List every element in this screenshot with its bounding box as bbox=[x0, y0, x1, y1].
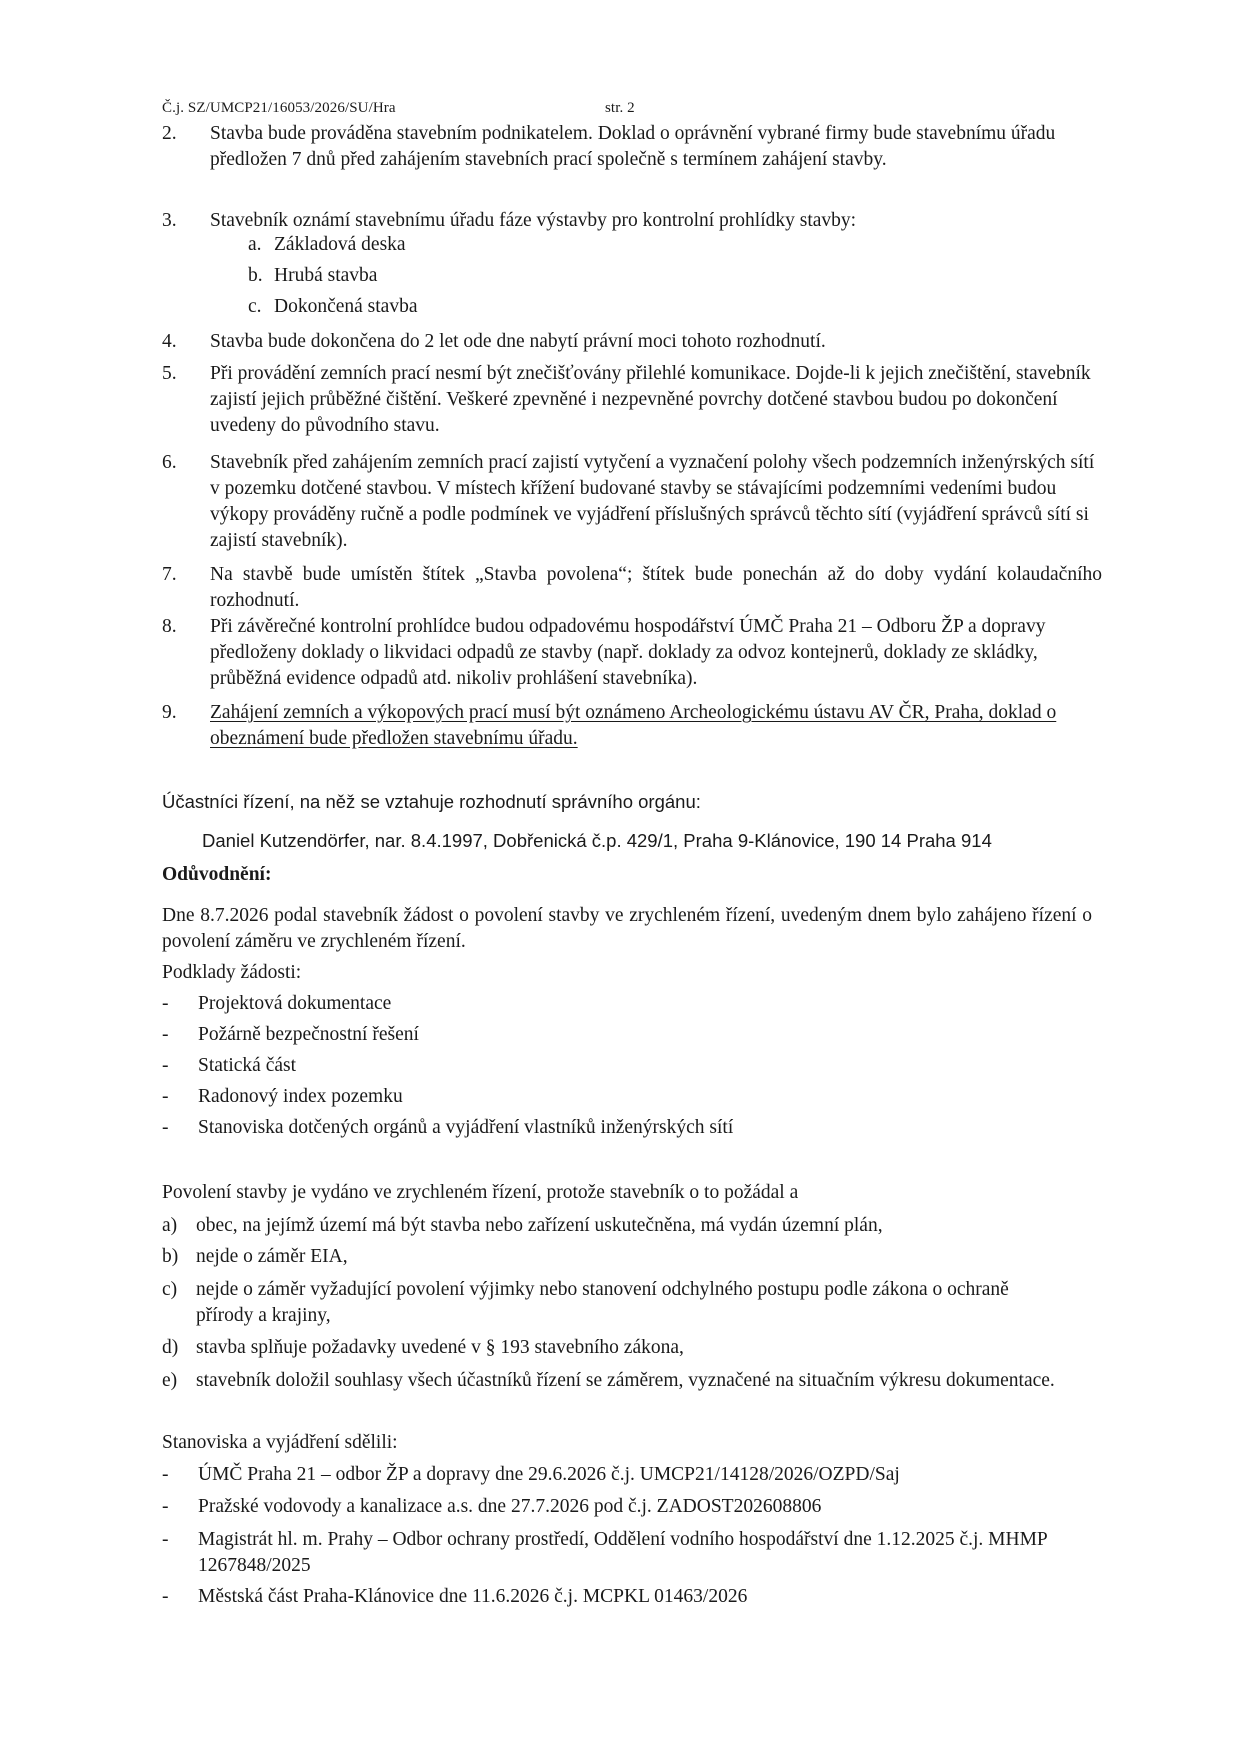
phase-item bbox=[248, 265, 377, 287]
accelerated-heading: Povolení stavby je vydáno ve zrychleném řízení, protože stavebník o to požádal a bbox=[162, 1182, 799, 1203]
dash-bullet: - bbox=[162, 1496, 169, 1517]
page-header bbox=[162, 100, 635, 117]
opinion-text: ÚMČ Praha 21 – odbor ŽP a dopravy dne 29.6.2026 č.j. UMCP21/14128/2026/OZPD/Saj bbox=[198, 1464, 900, 1485]
dash-bullet: - bbox=[162, 993, 169, 1014]
page-number: str. 2 bbox=[605, 100, 635, 116]
dash-bullet: - bbox=[162, 1464, 169, 1485]
documents-heading: Podklady žádosti: bbox=[162, 962, 302, 983]
document-text: Stanoviska dotčených orgánů a vyjádření vlastníků inženýrských sítí bbox=[198, 1117, 734, 1138]
condition-text: Stavebník před zahájením zemních prací zajistí vytyčení a vyznačení polohy všech podzemních inženýrských sítí v pozemku dotčené stavbou. V místech křížení budované stavby se stávajícími podzemními vedeními budou výkopy prováděny ručně a podle podmínek ve vyjádření příslušných správců těchto sítí (vyjádření správců sítí si zajistí stavebník). bbox=[210, 452, 1095, 551]
condition-text: Stavebník oznámí stavebnímu úřadu fáze výstavby pro kontrolní prohlídky stavby: bbox=[210, 210, 857, 231]
dash-bullet: - bbox=[162, 1086, 169, 1107]
condition-number: 6. bbox=[162, 452, 177, 473]
phase-text: Základová deska bbox=[274, 234, 406, 255]
condition-number: 3. bbox=[162, 210, 177, 231]
phase-item bbox=[248, 234, 406, 256]
phase-letter: c. bbox=[248, 296, 262, 317]
condition-text: Zahájení zemních a výkopových prací musí být oznámeno Archeologickému ústavu AV ČR, Praha, doklad o obeznámení bude předložen stavebnímu úřadu. bbox=[210, 702, 1057, 749]
condition-text: Na stavbě bude umístěn štítek „Stavba povolena“; štítek bude ponechán až do doby vydání kolaudačního rozhodnutí. bbox=[210, 564, 1102, 611]
phase-text: Hrubá stavba bbox=[274, 265, 378, 286]
item-text: nejde o záměr vyžadující povolení výjimky nebo stanovení odchylného postupu podle zákona o ochraně přírody a krajiny, bbox=[196, 1279, 1009, 1326]
opinion-text: Pražské vodovody a kanalizace a.s. dne 27.7.2026 pod č.j. ZADOST202608806 bbox=[198, 1496, 822, 1517]
dash-bullet: - bbox=[162, 1586, 169, 1607]
reference-number: Č.j. SZ/UMCP21/16053/2026/SU/Hra bbox=[162, 100, 396, 116]
dash-bullet: - bbox=[162, 1055, 169, 1076]
item-letter: e) bbox=[162, 1370, 178, 1391]
document-text: Požárně bezpečnostní řešení bbox=[198, 1024, 419, 1045]
reasoning-intro: Dne 8.7.2026 podal stavebník žádost o povolení stavby ve zrychleném řízení, uvedeným dnem bylo zahájeno řízení o povolení záměru ve zrychleném řízení. bbox=[162, 905, 1092, 952]
opinion-text: Magistrát hl. m. Prahy – Odbor ochrany prostředí, Oddělení vodního hospodářství dne 1.12.2025 č.j. MHMP 1267848/2025 bbox=[198, 1529, 1048, 1576]
phase-text: Dokončená stavba bbox=[274, 296, 418, 317]
document-text: Statická část bbox=[198, 1055, 297, 1076]
opinions-heading: Stanoviska a vyjádření sdělili: bbox=[162, 1432, 398, 1453]
item-text: nejde o záměr EIA, bbox=[196, 1246, 348, 1267]
item-letter: c) bbox=[162, 1279, 178, 1300]
condition-text: Při provádění zemních prací nesmí být znečišťovány přilehlé komunikace. Dojde-li k jejich znečištění, stavebník zajistí jejich průběžné čištění. Veškeré zpevněné i nezpevněné povrchy dotčené stavbou budou po dokončení uvedeny do původního stavu. bbox=[210, 363, 1091, 436]
document-text: Radonový index pozemku bbox=[198, 1086, 403, 1107]
dash-bullet: - bbox=[162, 1024, 169, 1045]
condition-number: 5. bbox=[162, 363, 177, 384]
reasoning-heading: Odůvodnění: bbox=[162, 864, 272, 885]
item-text: stavba splňuje požadavky uvedené v § 193 stavebního zákona, bbox=[196, 1337, 684, 1358]
opinion-text: Městská část Praha-Klánovice dne 11.6.2026 č.j. MCPKL 01463/2026 bbox=[198, 1586, 748, 1607]
condition-number: 2. bbox=[162, 123, 177, 144]
item-letter: b) bbox=[162, 1246, 179, 1267]
phase-item bbox=[248, 296, 418, 318]
condition-text: Při závěrečné kontrolní prohlídce budou odpadovému hospodářství ÚMČ Praha 21 – Odboru ŽP a dopravy předloženy doklady o likvidaci odpadů ze stavby (např. doklady za odvoz kontejnerů, doklady ze skládky, průběžná evidence odpadů atd. nikoliv prohlášení stavebníka). bbox=[210, 616, 1046, 689]
condition-number: 4. bbox=[162, 331, 177, 352]
dash-bullet: - bbox=[162, 1117, 169, 1138]
condition-text: Stavba bude prováděna stavebním podnikatelem. Doklad o oprávnění vybrané firmy bude stavebnímu úřadu předložen 7 dnů před zahájením stavebních prací společně s termínem zahájení stavby. bbox=[210, 123, 1056, 170]
condition-number: 8. bbox=[162, 616, 177, 637]
item-text: stavebník doložil souhlasy všech účastníků řízení se záměrem, vyznačené na situačním výkresu dokumentace. bbox=[196, 1370, 1055, 1391]
condition-number: 7. bbox=[162, 564, 177, 585]
condition-text: Stavba bude dokončena do 2 let ode dne nabytí právní moci tohoto rozhodnutí. bbox=[210, 331, 826, 352]
participant-entry: Daniel Kutzendörfer, nar. 8.4.1997, Dobřenická č.p. 429/1, Praha 9-Klánovice, 190 14 Praha 914 bbox=[202, 830, 992, 851]
item-letter: d) bbox=[162, 1337, 179, 1358]
condition-number: 9. bbox=[162, 702, 177, 723]
item-letter: a) bbox=[162, 1215, 178, 1236]
participants-heading: Účastníci řízení, na něž se vztahuje rozhodnutí správního orgánu: bbox=[162, 791, 701, 812]
phase-letter: b. bbox=[248, 265, 263, 286]
document-text: Projektová dokumentace bbox=[198, 993, 392, 1014]
item-text: obec, na jejímž území má být stavba nebo zařízení uskutečněna, má vydán územní plán, bbox=[196, 1215, 883, 1236]
phase-letter: a. bbox=[248, 234, 262, 255]
dash-bullet: - bbox=[162, 1529, 169, 1550]
